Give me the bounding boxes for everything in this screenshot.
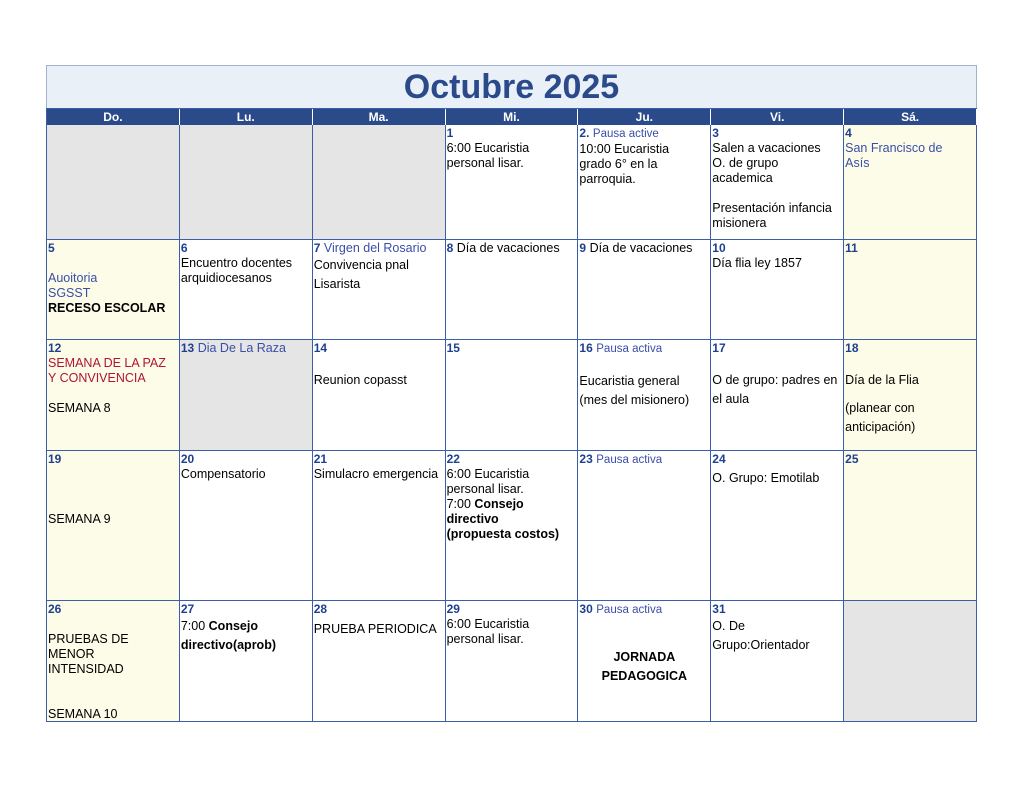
day-number: 7 xyxy=(313,241,321,255)
day-number: 10 xyxy=(712,241,726,255)
day-number: 25 xyxy=(845,452,859,466)
event-text: JORNADA xyxy=(613,650,676,664)
event-text: Convivencia pnal xyxy=(313,258,409,272)
event-text: Día de la Flia xyxy=(845,373,919,387)
event-text: SGSST xyxy=(48,286,91,300)
day-number: 29 xyxy=(446,602,460,616)
day-number: 16 xyxy=(579,341,593,355)
event-text: grado 6° en la xyxy=(579,157,658,171)
event-text: Asís xyxy=(845,156,870,170)
event-text: misionera xyxy=(712,216,767,230)
day-cell-19[interactable] xyxy=(47,451,180,601)
empty-day-cell xyxy=(180,125,313,240)
day-header-sunday: Do. xyxy=(47,109,180,125)
day-number: 19 xyxy=(48,452,62,466)
event-text: (mes del misionero) xyxy=(579,393,690,407)
event-text: 6:00 Eucaristia xyxy=(446,467,530,481)
event-tag: Virgen del Rosario xyxy=(323,241,427,255)
day-number: 11 xyxy=(845,241,858,255)
day-number: 1 xyxy=(446,126,454,140)
day-header-tuesday: Ma. xyxy=(313,109,446,125)
event-tag: Pausa activa xyxy=(596,454,663,466)
day-number: 21 xyxy=(313,452,328,466)
day-number: 14 xyxy=(313,341,328,355)
day-cell-6[interactable] xyxy=(180,240,313,340)
day-cell-5[interactable] xyxy=(47,240,180,340)
day-header-wednesday: Mi. xyxy=(446,109,579,125)
day-cell-9[interactable] xyxy=(578,240,711,340)
day-number: 5 xyxy=(48,241,55,255)
event-text: Encuentro docentes xyxy=(180,256,293,270)
event-text: Lisarista xyxy=(313,277,361,291)
day-cell-8[interactable] xyxy=(446,240,579,340)
day-number: 15 xyxy=(446,341,460,355)
event-text: Día de vacaciones xyxy=(456,241,560,255)
event-text: O. de grupo xyxy=(712,156,779,170)
day-cell-21[interactable] xyxy=(313,451,446,601)
empty-day-cell xyxy=(47,125,180,240)
day-cell-28[interactable] xyxy=(313,601,446,722)
day-cell-3[interactable] xyxy=(711,125,844,240)
event-text: SEMANA 9 xyxy=(48,512,111,526)
day-cell-11[interactable] xyxy=(844,240,977,340)
event-text: personal lisar. xyxy=(446,632,524,646)
event-tag: Pausa activa xyxy=(596,343,663,355)
calendar-title-bar xyxy=(46,65,977,108)
day-cell-12[interactable] xyxy=(47,340,180,451)
day-cell-1[interactable] xyxy=(446,125,579,240)
event-text: (propuesta costos) xyxy=(446,527,560,541)
day-cell-2[interactable] xyxy=(578,125,711,240)
event-text: 6:00 Eucaristia xyxy=(446,141,530,155)
event-text: 10:00 Eucaristia xyxy=(579,142,670,156)
event-text: personal lisar. xyxy=(446,482,524,496)
empty-day-cell xyxy=(844,601,977,722)
day-number: 8 xyxy=(446,241,454,255)
event-text: Grupo:Orientador xyxy=(712,638,810,652)
day-number: 6 xyxy=(180,241,188,255)
day-cell-25[interactable] xyxy=(844,451,977,601)
day-number: 18 xyxy=(845,341,859,355)
event-tag: Dia De La Raza xyxy=(197,341,286,355)
event-text: Día de vacaciones xyxy=(589,241,693,255)
event-text: SEMANA DE LA PAZ xyxy=(48,356,166,370)
empty-day-cell xyxy=(313,125,446,240)
day-number: 31 xyxy=(712,602,726,616)
day-cell-20[interactable] xyxy=(180,451,313,601)
day-cell-14[interactable] xyxy=(313,340,446,451)
event-text: 6:00 Eucaristia xyxy=(446,617,530,631)
event-text: Presentación infancia xyxy=(712,201,832,215)
day-number: 3 xyxy=(712,126,719,140)
day-cell-10[interactable] xyxy=(711,240,844,340)
day-cell-16[interactable] xyxy=(578,340,711,451)
event-text: Consejo xyxy=(208,619,258,633)
day-cell-22[interactable] xyxy=(446,451,579,601)
event-text: Compensatorio xyxy=(180,467,266,481)
day-number: 12 xyxy=(48,341,62,355)
event-text: (planear con xyxy=(845,401,915,415)
event-tag: Pausa active xyxy=(592,128,659,140)
event-text: O de grupo: padres en xyxy=(712,373,838,387)
day-cell-29[interactable] xyxy=(446,601,579,722)
day-number: 13 xyxy=(180,341,195,355)
event-text: 7:00 xyxy=(180,619,209,633)
day-cell-23[interactable] xyxy=(578,451,711,601)
event-tag: Pausa activa xyxy=(596,604,663,616)
day-cell-24[interactable] xyxy=(711,451,844,601)
event-text: SEMANA 8 xyxy=(48,401,111,415)
event-text: San Francisco de xyxy=(845,141,943,155)
day-number: 17 xyxy=(712,341,726,355)
event-text: directivo xyxy=(446,512,499,526)
calendar-grid xyxy=(46,108,977,722)
day-number: 2. xyxy=(579,126,590,140)
event-text: anticipación) xyxy=(845,420,916,434)
day-cell-31[interactable] xyxy=(711,601,844,722)
calendar-title: Octubre 2025 xyxy=(403,67,620,106)
event-text: personal lisar. xyxy=(446,156,524,170)
event-text: SEMANA 10 xyxy=(48,707,118,721)
day-header-saturday: Sá. xyxy=(844,109,977,125)
event-text: O. De xyxy=(712,619,745,633)
day-header-thursday: Ju. xyxy=(578,109,711,125)
event-text: Y CONVIVENCIA xyxy=(48,371,146,385)
event-text: PRUEBAS DE xyxy=(48,632,129,646)
event-text: el aula xyxy=(712,392,750,406)
day-header-friday: Vi. xyxy=(711,109,844,125)
day-number: 20 xyxy=(180,452,195,466)
day-number: 27 xyxy=(180,602,195,616)
day-cell-26[interactable] xyxy=(47,601,180,722)
event-text: INTENSIDAD xyxy=(48,662,124,676)
day-cell-27[interactable] xyxy=(180,601,313,722)
event-text: Eucaristia general xyxy=(579,374,680,388)
day-cell-13[interactable] xyxy=(180,340,313,451)
event-text: academica xyxy=(712,171,773,185)
event-text: Reunion copasst xyxy=(313,373,407,387)
event-text: RECESO ESCOLAR xyxy=(48,301,166,315)
day-number: 24 xyxy=(712,452,726,466)
day-number: 9 xyxy=(579,241,587,255)
event-text: Simulacro emergencia xyxy=(313,467,439,481)
event-text: Día flia ley 1857 xyxy=(712,256,802,270)
event-text: PRUEBA PERIODICA xyxy=(313,622,437,636)
day-number: 23 xyxy=(579,452,593,466)
event-text: directivo(aprob) xyxy=(180,638,276,652)
day-cell-18[interactable] xyxy=(844,340,977,451)
event-text: Consejo xyxy=(474,497,524,511)
event-text: parroquia. xyxy=(579,172,636,186)
event-text: Salen a vacaciones xyxy=(712,141,821,155)
event-text: O. Grupo: Emotilab xyxy=(712,471,820,485)
calendar xyxy=(46,65,977,722)
day-number: 28 xyxy=(313,602,328,616)
event-text: arquidiocesanos xyxy=(180,271,272,285)
day-cell-17[interactable] xyxy=(711,340,844,451)
day-header-monday: Lu. xyxy=(180,109,313,125)
event-text: MENOR xyxy=(48,647,95,661)
day-cell-4[interactable] xyxy=(844,125,977,240)
day-number: 4 xyxy=(845,126,852,140)
day-cell-15[interactable] xyxy=(446,340,579,451)
event-text: 7:00 xyxy=(446,497,475,511)
day-cell-30[interactable] xyxy=(578,601,711,722)
day-number: 30 xyxy=(579,602,593,616)
day-cell-7[interactable] xyxy=(313,240,446,340)
day-number: 26 xyxy=(48,602,62,616)
event-text: PEDAGOGICA xyxy=(601,669,688,683)
day-number: 22 xyxy=(446,452,460,466)
event-text: Auoitoria xyxy=(48,271,98,285)
